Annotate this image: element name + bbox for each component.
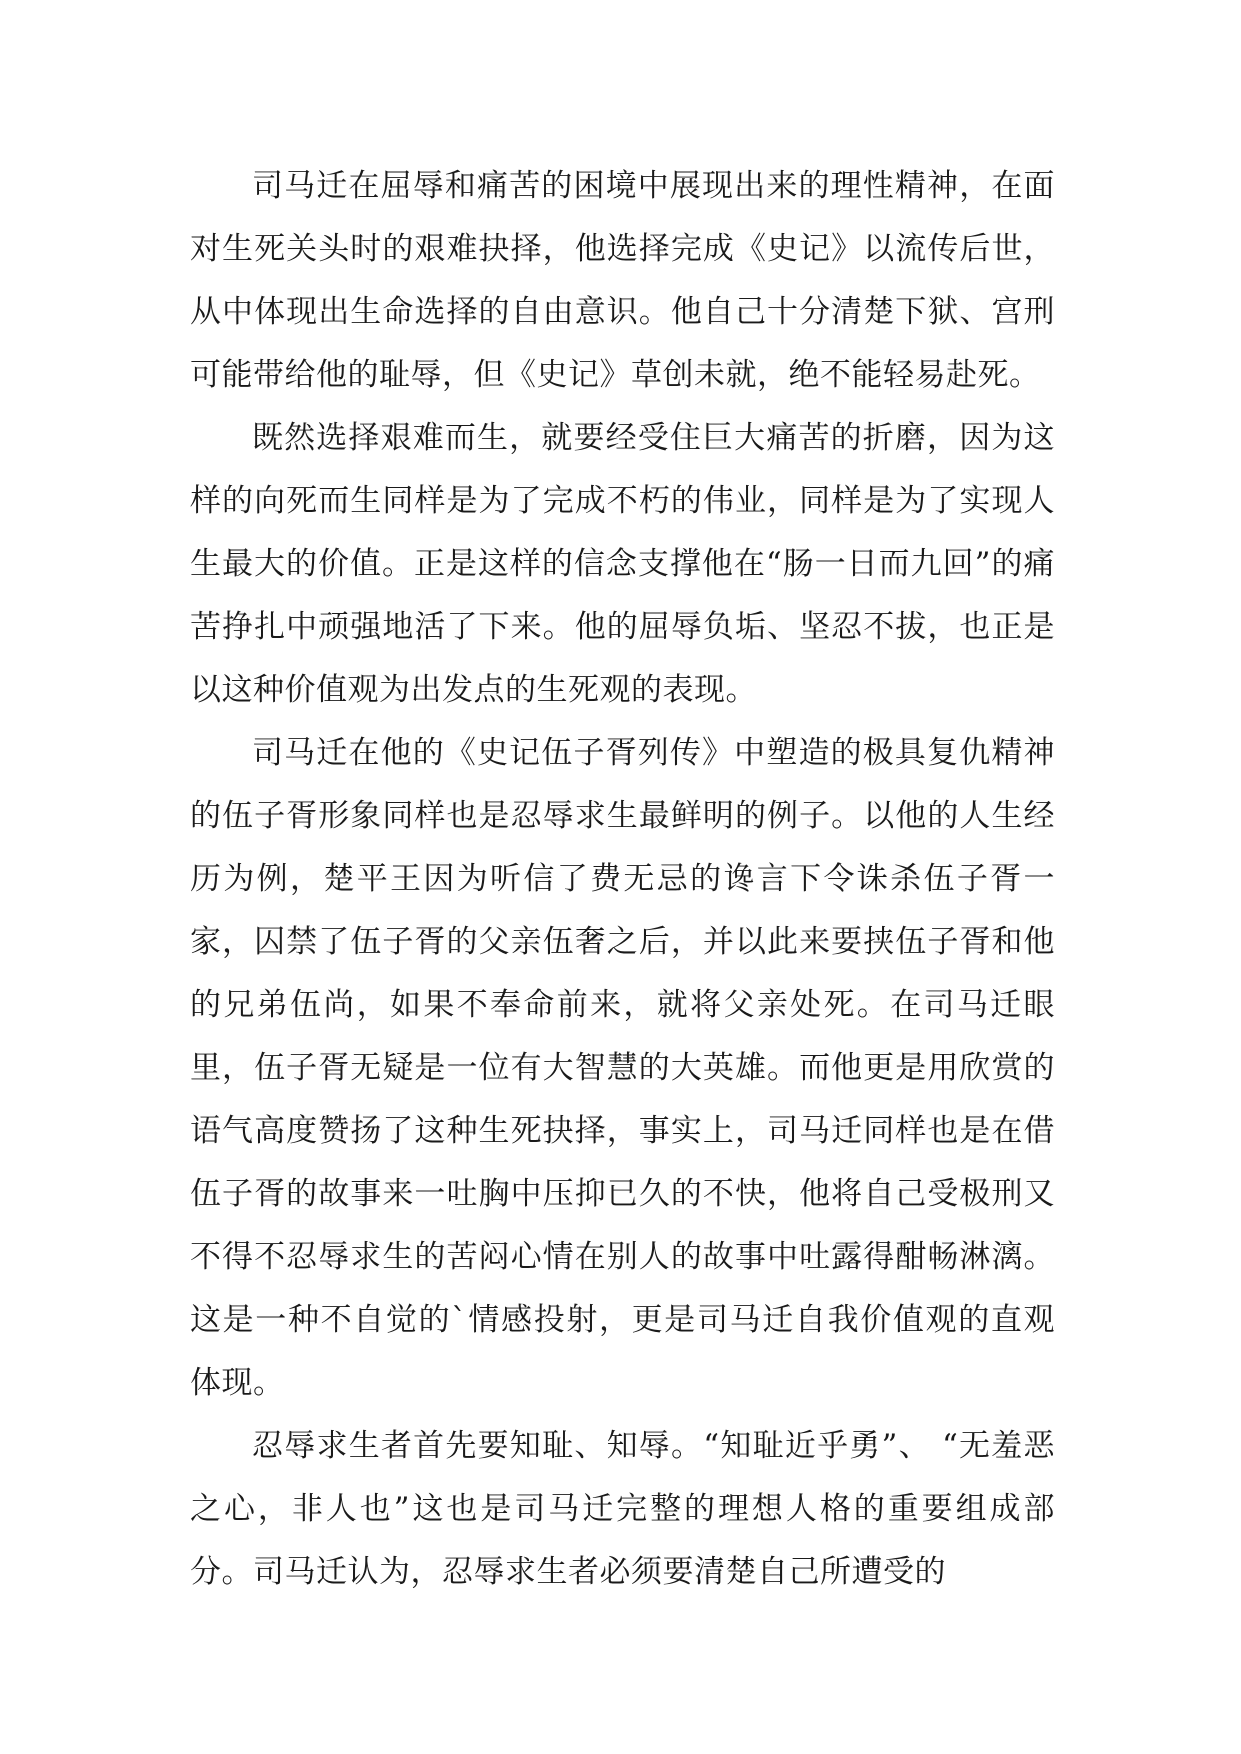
paragraph-4: 忍辱求生者首先要知耻、知辱。“知耻近乎勇”、 “无羞恶之心，非人也”这也是司马迁完整的理想人格的重要组成部分。司马迁认为，忍辱求生者必须要清楚自己所遭受的 bbox=[190, 1428, 1055, 1590]
paragraph-1: 司马迁在屈辱和痛苦的困境中展现出来的理性精神，在面对生死关头时的艰难抉择，他选择完成《史记》以流传后世，从中体现出生命选择的自由意识。他自己十分清楚下狱、宫刑可能带给他的耻辱，但《史记》草创未就，绝不能轻易赴死。 bbox=[190, 168, 1055, 393]
document-body bbox=[190, 155, 1055, 1604]
paragraph-3: 司马迁在他的《史记伍子胥列传》中塑造的极具复仇精神的伍子胥形象同样也是忍辱求生最鲜明的例子。以他的人生经历为例，楚平王因为听信了费无忌的谗言下令诛杀伍子胥一家，囚禁了伍子胥的父亲伍奢之后，并以此来要挟伍子胥和他的兄弟伍尚，如果不奉命前来，就将父亲处死。在司马迁眼里，伍子胥无疑是一位有大智慧的大英雄。而他更是用欣赏的语气高度赞扬了这种生死抉择，事实上，司马迁同样也是在借伍子胥的故事来一吐胸中压抑已久的不快，他将自己受极刑又不得不忍辱求生的苦闷心情在别人的故事中吐露得酣畅淋漓。这是一种不自觉的`情感投射，更是司马迁自我价值观的直观体现。 bbox=[190, 735, 1055, 1401]
paragraph-2: 既然选择艰难而生，就要经受住巨大痛苦的折磨，因为这样的向死而生同样是为了完成不朽的伟业，同样是为了实现人生最大的价值。正是这样的信念支撑他在“肠一日而九回”的痛苦挣扎中顽强地活了下来。他的屈辱负垢、坚忍不拔，也正是以这种价值观为出发点的生死观的表现。 bbox=[190, 420, 1055, 708]
